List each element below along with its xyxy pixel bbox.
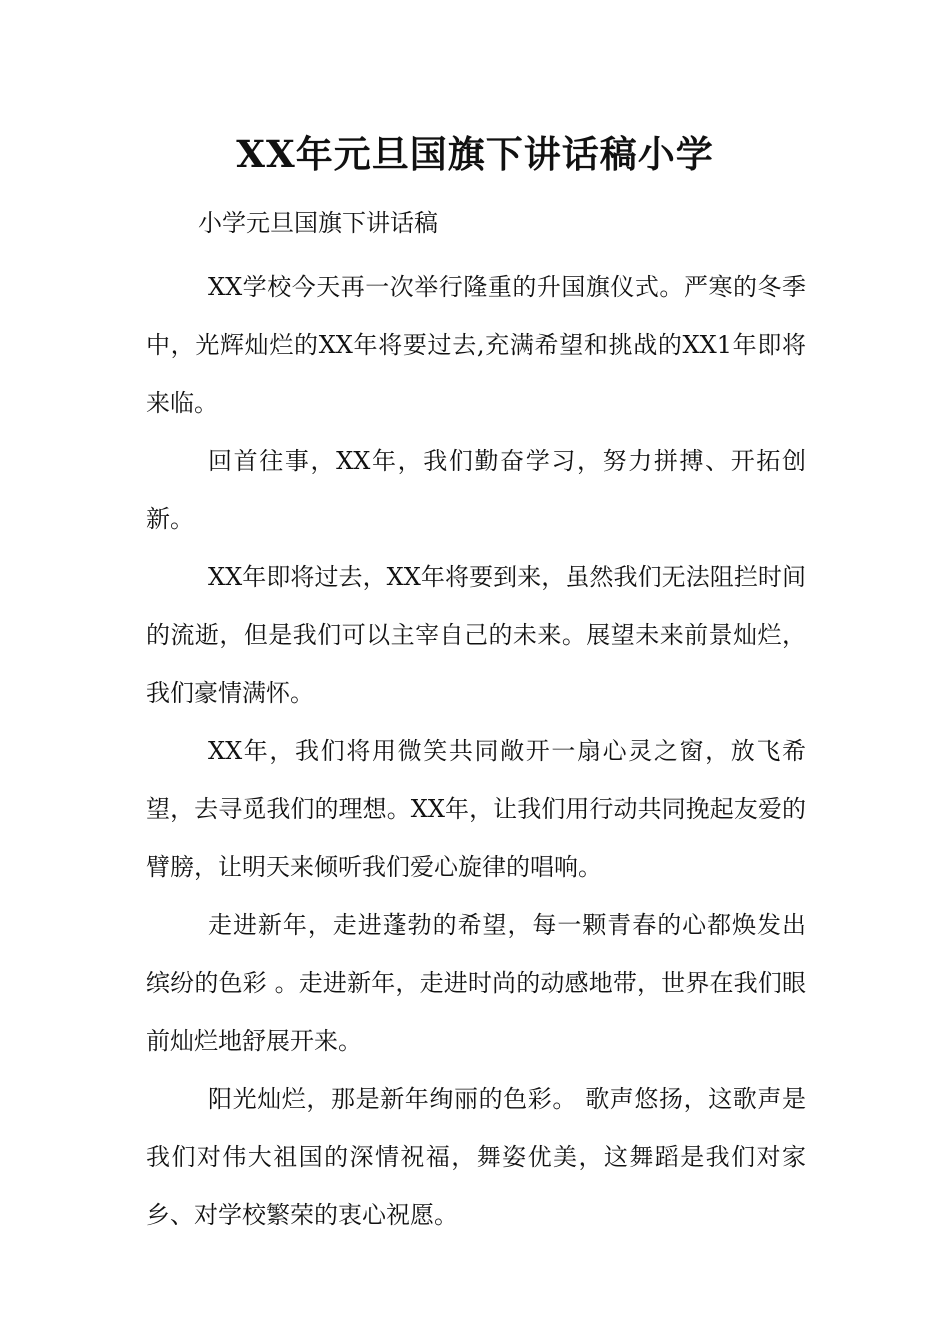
paragraph-2: 回首往事，XX年，我们勤奋学习，努力拼搏、开拓创新。 bbox=[146, 447, 806, 533]
document-body bbox=[146, 258, 806, 1244]
document-subtitle: 小学元旦国旗下讲话稿 bbox=[198, 209, 438, 237]
page-title: XX年元旦国旗下讲话稿小学 bbox=[236, 132, 714, 176]
paragraph-1: XX学校今天再一次举行隆重的升国旗仪式。严寒的冬季中，光辉灿烂的XX年将要过去,充满希望和挑战的XX1年即将来临。 bbox=[146, 273, 806, 417]
paragraph-5: 走进新年，走进蓬勃的希望，每一颗青春的心都焕发出缤纷的色彩 。走进新年，走进时尚的动感地带，世界在我们眼前灿烂地舒展开来。 bbox=[146, 911, 806, 1055]
paragraph-4: XX年，我们将用微笑共同敞开一扇心灵之窗，放飞希望，去寻觅我们的理想。XX年，让我们用行动共同挽起友爱的臂膀，让明天来倾听我们爱心旋律的唱响。 bbox=[146, 737, 806, 881]
paragraph-6: 阳光灿烂，那是新年绚丽的色彩。 歌声悠扬，这歌声是我们对伟大祖国的深情祝福，舞姿优美，这舞蹈是我们对家乡、对学校繁荣的衷心祝愿。 bbox=[146, 1085, 806, 1229]
paragraph-3: XX年即将过去，XX年将要到来，虽然我们无法阻拦时间的流逝，但是我们可以主宰自己的未来。展望未来前景灿烂，我们豪情满怀。 bbox=[146, 563, 806, 707]
